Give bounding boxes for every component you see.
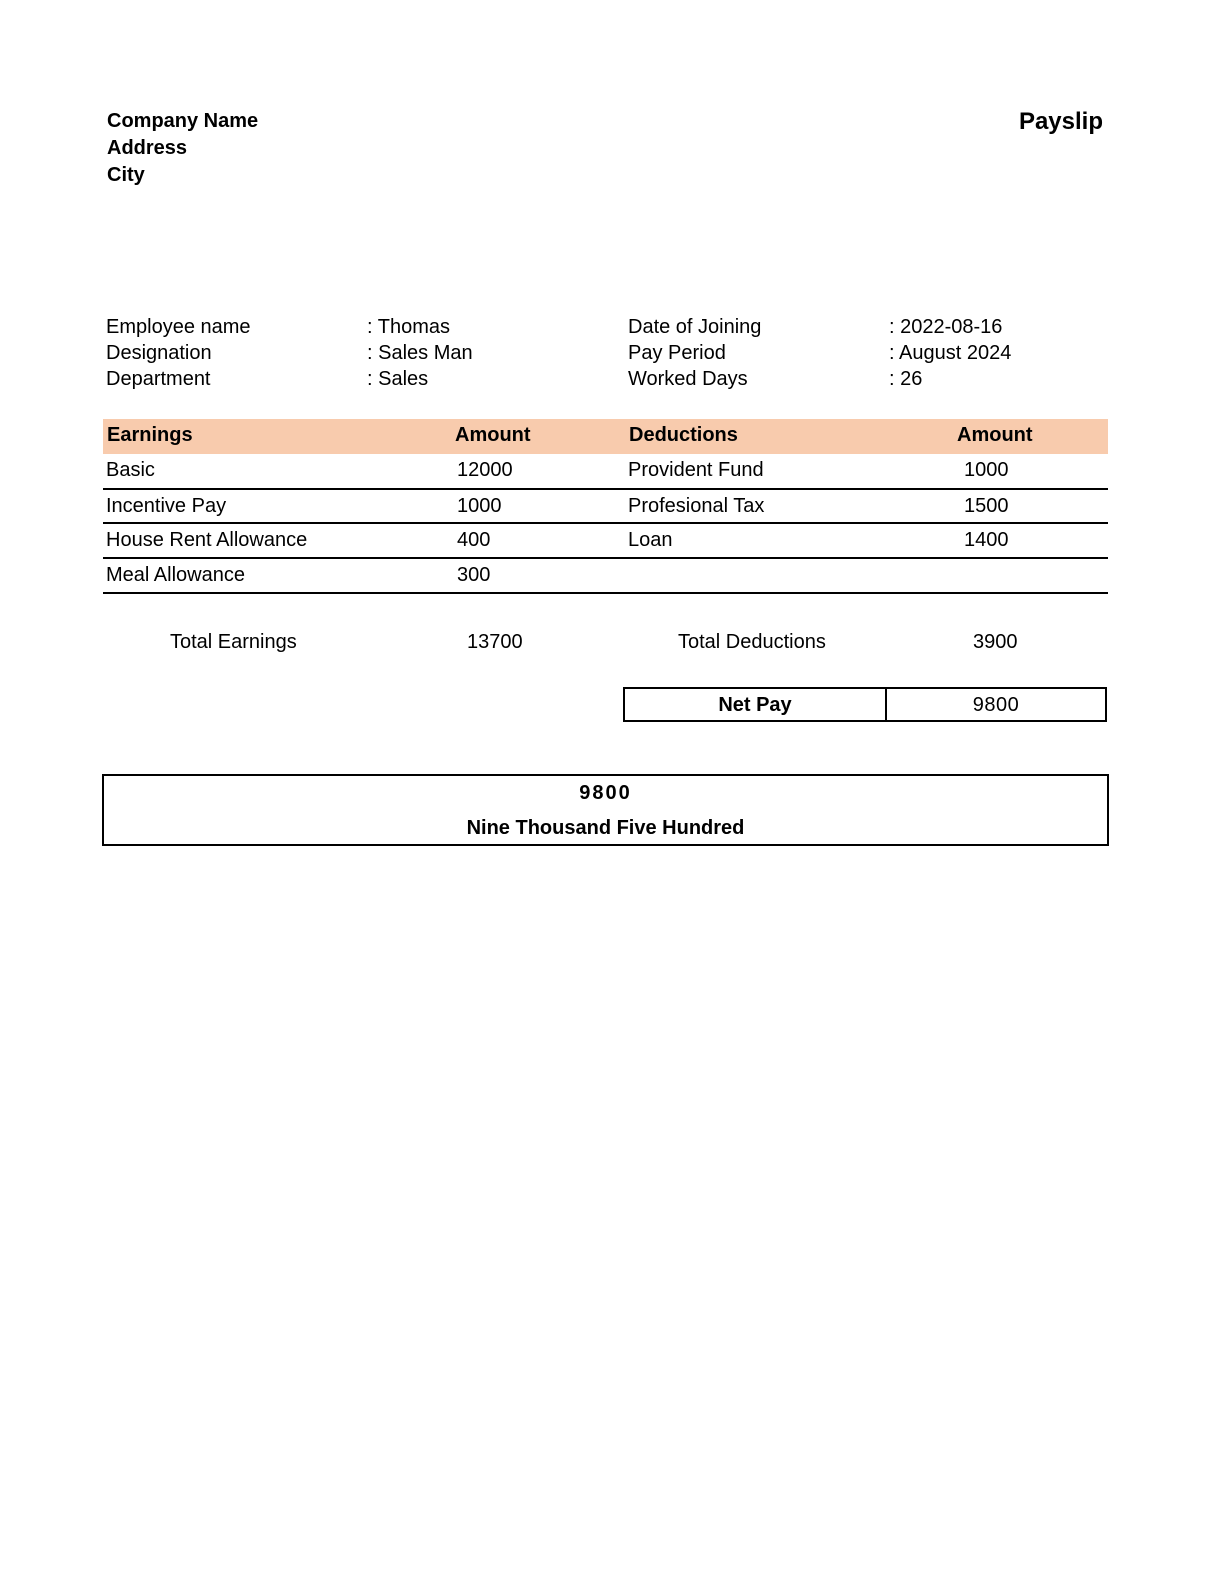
- deductions-amount-header: Amount: [957, 424, 1033, 446]
- deduction-amount: 1500: [964, 495, 1009, 517]
- row-divider: [103, 557, 1108, 559]
- pay-period-value: : August 2024: [889, 342, 1012, 364]
- deduction-name: Profesional Tax: [628, 495, 765, 517]
- department-label: Department: [106, 368, 211, 390]
- worked-days-value: : 26: [889, 368, 923, 390]
- pay-period-label: Pay Period: [628, 342, 726, 364]
- total-earnings-value: 13700: [467, 631, 523, 653]
- amount-in-words-box: [102, 774, 1109, 846]
- row-divider: [103, 488, 1108, 490]
- company-name: Company Name: [107, 110, 259, 132]
- earning-name: Basic: [106, 459, 155, 481]
- words-text: Nine Thousand Five Hundred: [466, 817, 745, 839]
- words-amount: 9800: [579, 782, 632, 804]
- designation-label: Designation: [106, 342, 212, 364]
- deductions-header: Deductions: [629, 424, 738, 446]
- net-pay-box: [623, 687, 1107, 722]
- joining-date-value: : 2022-08-16: [889, 316, 1003, 338]
- deduction-name: Provident Fund: [628, 459, 764, 481]
- row-divider: [103, 592, 1108, 594]
- total-deductions-value: 3900: [973, 631, 1018, 653]
- department-value: : Sales: [367, 368, 429, 390]
- employee-name-label: Employee name: [106, 316, 251, 338]
- joining-date-label: Date of Joining: [628, 316, 762, 338]
- net-pay-label: Net Pay: [625, 689, 887, 720]
- net-pay-value: 9800: [972, 694, 1020, 716]
- total-deductions-label: Total Deductions: [678, 631, 826, 653]
- earning-amount: 12000: [457, 459, 513, 481]
- deduction-amount: 1400: [964, 529, 1009, 551]
- earning-amount: 300: [457, 564, 491, 586]
- deduction-name: Loan: [628, 529, 673, 551]
- earning-name: Incentive Pay: [106, 495, 227, 517]
- designation-value: : Sales Man: [367, 342, 473, 364]
- company-city: City: [107, 164, 145, 186]
- earning-amount: 1000: [457, 495, 502, 517]
- company-address: Address: [107, 137, 188, 159]
- deduction-amount: 1000: [964, 459, 1009, 481]
- employee-name-value: : Thomas: [367, 316, 450, 338]
- earning-amount: 400: [457, 529, 491, 551]
- earnings-header: Earnings: [107, 424, 193, 446]
- row-divider: [103, 522, 1108, 524]
- total-earnings-label: Total Earnings: [170, 631, 297, 653]
- earning-name: Meal Allowance: [106, 564, 245, 586]
- worked-days-label: Worked Days: [628, 368, 748, 390]
- page-title: Payslip: [1018, 108, 1103, 135]
- earnings-amount-header: Amount: [455, 424, 531, 446]
- earning-name: House Rent Allowance: [106, 529, 308, 551]
